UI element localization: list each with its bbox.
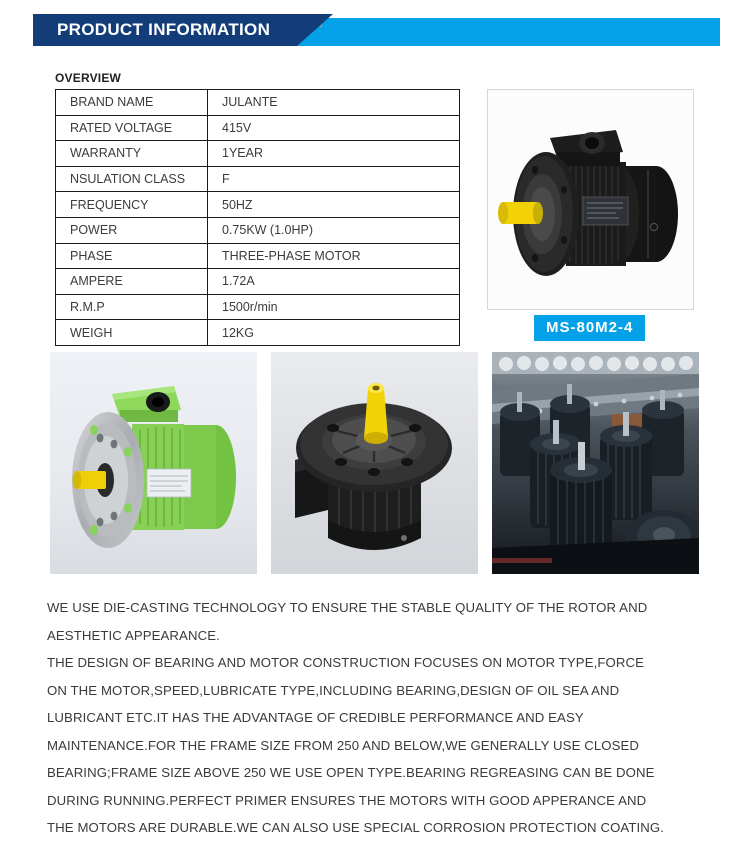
spec-key: AMPERE [56,269,208,295]
product-description [47,594,707,842]
table-row [56,192,460,218]
spec-value: 1.72A [208,269,460,295]
green-motor-illustration [50,352,257,574]
table-row [56,243,460,269]
spec-key: R.M.P [56,294,208,320]
spec-value: JULANTE [208,90,460,116]
spec-key: WEIGH [56,320,208,346]
description-line: ON THE MOTOR,SPEED,LUBRICATE TYPE,INCLUDING BEARING,DESIGN OF OIL SEA AND [47,682,620,698]
page-title: PRODUCT INFORMATION [57,20,271,39]
spec-key: BRAND NAME [56,90,208,116]
hero-product-image [487,89,694,310]
spec-value: THREE-PHASE MOTOR [208,243,460,269]
spec-key: FREQUENCY [56,192,208,218]
spec-key: WARRANTY [56,141,208,167]
description-line: AESTHETIC APPEARANCE. [47,627,220,643]
description-line: MAINTENANCE.FOR THE FRAME SIZE FROM 250 AND BELOW,WE GENERALLY USE CLOSED [47,737,640,753]
overview-label: OVERVIEW [55,71,122,85]
spec-value: 12KG [208,320,460,346]
spec-value: 415V [208,115,460,141]
black-motor-illustration [488,90,693,309]
table-row [56,115,460,141]
spec-key: RATED VOLTAGE [56,115,208,141]
gallery-photo-factory-line [492,352,699,574]
spec-key: PHASE [56,243,208,269]
spec-key: POWER [56,217,208,243]
gallery-photo-green-motor [50,352,257,574]
table-row [56,217,460,243]
page-header-banner [33,14,720,46]
gallery-photo-black-motor-top [271,352,478,574]
spec-value: F [208,166,460,192]
table-row [56,269,460,295]
model-number-badge: MS-80M2-4 [534,315,645,341]
description-line: BEARING;FRAME SIZE ABOVE 250 WE USE OPEN TYPE.BEARING REGREASING CAN BE DONE [47,765,655,780]
description-line: DURING RUNNING.PERFECT PRIMER ENSURES THE MOTORS WITH GOOD APPERANCE AND [47,792,647,808]
spec-value: 0.75KW (1.0HP) [208,217,460,243]
description-line: THE DESIGN OF BEARING AND MOTOR CONSTRUCTION FOCUSES ON MOTOR TYPE,FORCE [47,655,645,670]
specification-table-body [56,90,460,346]
specification-table [55,89,460,346]
table-row [56,294,460,320]
factory-production-line-illustration [492,352,699,574]
table-row [56,320,460,346]
table-row [56,166,460,192]
table-row [56,141,460,167]
spec-key: NSULATION CLASS [56,166,208,192]
spec-value: 1500r/min [208,294,460,320]
spec-value: 50HZ [208,192,460,218]
table-row [56,90,460,116]
description-line: LUBRICANT ETC.IT HAS THE ADVANTAGE OF CREDIBLE PERFORMANCE AND EASY [47,710,584,725]
description-line: THE MOTORS ARE DURABLE.WE CAN ALSO USE SPECIAL CORROSION PROTECTION COATING. [47,820,665,835]
black-motor-top-illustration [271,352,478,574]
description-line: WE USE DIE-CASTING TECHNOLOGY TO ENSURE THE STABLE QUALITY OF THE ROTOR AND [47,600,648,615]
spec-value: 1YEAR [208,141,460,167]
